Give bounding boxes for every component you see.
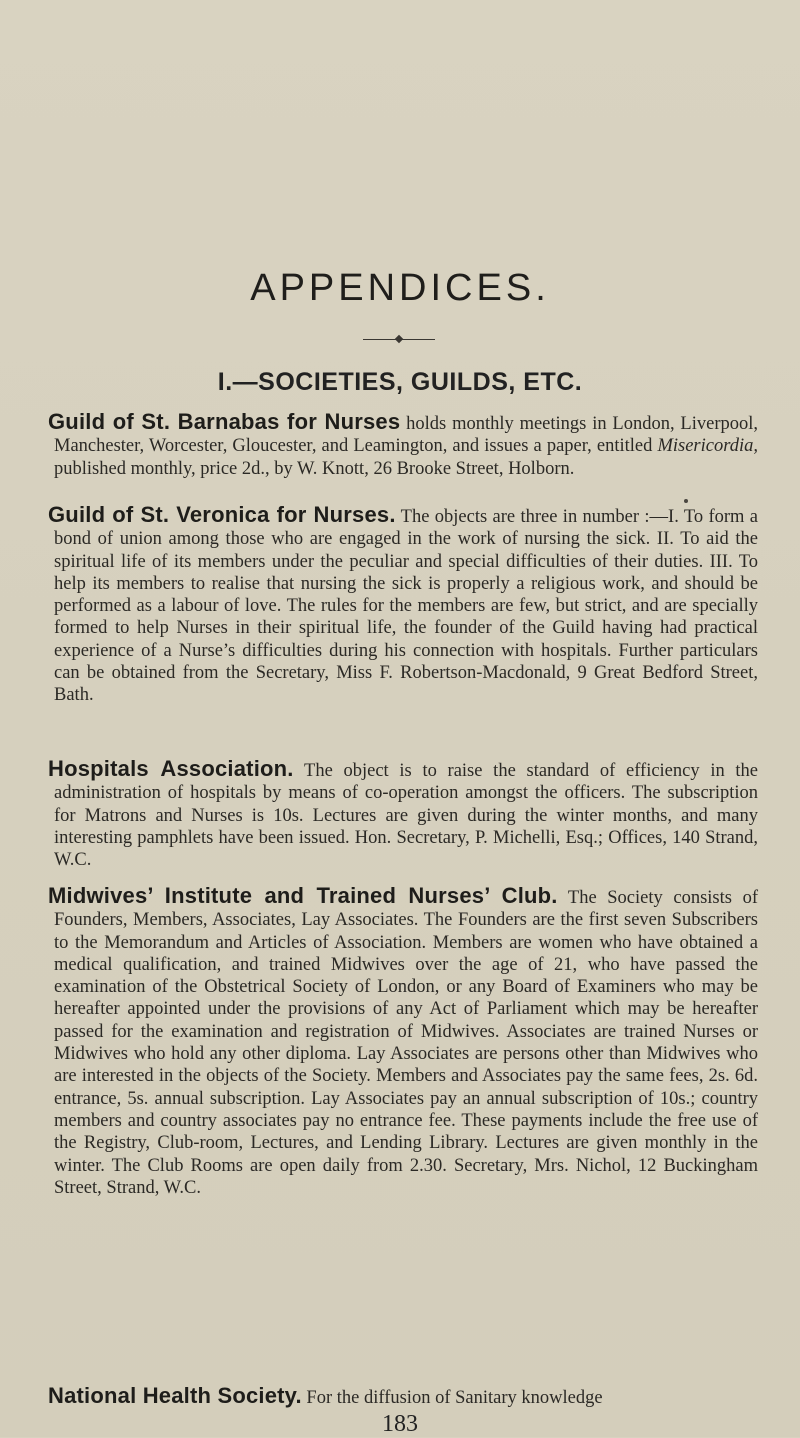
entry-italic-title: Misericordia,: [657, 436, 758, 457]
entry-text: holds monthly meetings in London, Liverpool, Manchester, Worcester, Gloucester, and Leamington, and issues a paper, entitled: [54, 414, 759, 457]
entry-midwives-institute: [48, 883, 758, 1199]
entry-hospitals-association: [48, 756, 759, 871]
page-title: APPENDICES.: [250, 267, 550, 309]
entry-st-veronica: [48, 502, 758, 707]
entry-heading: Hospitals Association.: [48, 756, 294, 781]
entry-national-health-society: [48, 1383, 758, 1409]
entry-heading: National Health Society.: [48, 1383, 302, 1408]
rule-diamond-ornament: [395, 335, 403, 343]
entry-text: The Society consists of Founders, Members, Associates, Lay Associates. The Founders are the first seven Subscribers to the Memorandum and Articles of Association. Members are women who have obtained a medical qualification, and trained Midwives over the age of 21, who have passed the examination of the Obstetrical Society of London, or any Board of Examiners who may be hereafter appointed under the provisions of any Act of Parliament which may be hereafter passed for the examination and registration of Midwives. Associates are trained Nurses or Midwives who hold any other diploma. Lay Associates are persons other than Midwives who are interested in the objects of the Society. Members and Associates pay the same fees, 2s. 6d. entrance, 5s. annual subscription. Lay Associates pay an annual subscription of 10s.; country members and country associates pay no entrance fee. These payments include the free use of the Registry, Club-room, Lectures, and Lending Library. Lectures are given monthly in the winter. The Club Rooms are open daily from 2.30. Secretary, Mrs. Nichol, 12 Buckingham Street, Strand, W.C.: [54, 888, 758, 1198]
entry-heading: Guild of St. Veronica for Nurses.: [48, 502, 396, 527]
entry-text: The objects are three in number :—I. To form a bond of union among those who are engaged in the work of nursing the sick. II. To aid the spiritual life of its members under the peculiar and special difficulties of their duties. III. To help its members to realise that nursing the sick is properly a religious work, and should be performed as a labour of love. The rules for the members are few, but strict, and are specially formed to help Nurses in their spiritual life, the founder of the Guild having had practical experience of a Nurse’s difficulties during his connection with hospitals. Further particulars can be obtained from the Secretary, Miss F. Robertson-Macdonald, 9 Great Bedford Street, Bath.: [54, 507, 758, 706]
entry-text: For the diffusion of Sanitary knowledge: [306, 1388, 603, 1408]
section-title: I.—SOCIETIES, GUILDS, ETC.: [217, 368, 583, 396]
entry-text: The object is to raise the standard of efficiency in the administration of hospitals by means of co-operation amongst the officers. The subscription for Matrons and Nurses is 10s. Lectures are given during the winter months, and many interesting pamphlets have been issued. Hon. Secretary, P. Michelli, Esq.; Offices, 140 Strand, W.C.: [54, 761, 759, 871]
entry-heading: Midwives’ Institute and Trained Nurses’ Club.: [48, 883, 558, 908]
entry-text-continued: published monthly, price 2d., by W. Knott, 26 Brooke Street, Holborn.: [54, 458, 575, 479]
page-number: 183: [382, 1411, 418, 1437]
entry-heading: Guild of St. Barnabas for Nurses: [48, 409, 401, 434]
print-speck: [684, 499, 688, 503]
entry-st-barnabas: [48, 409, 759, 480]
